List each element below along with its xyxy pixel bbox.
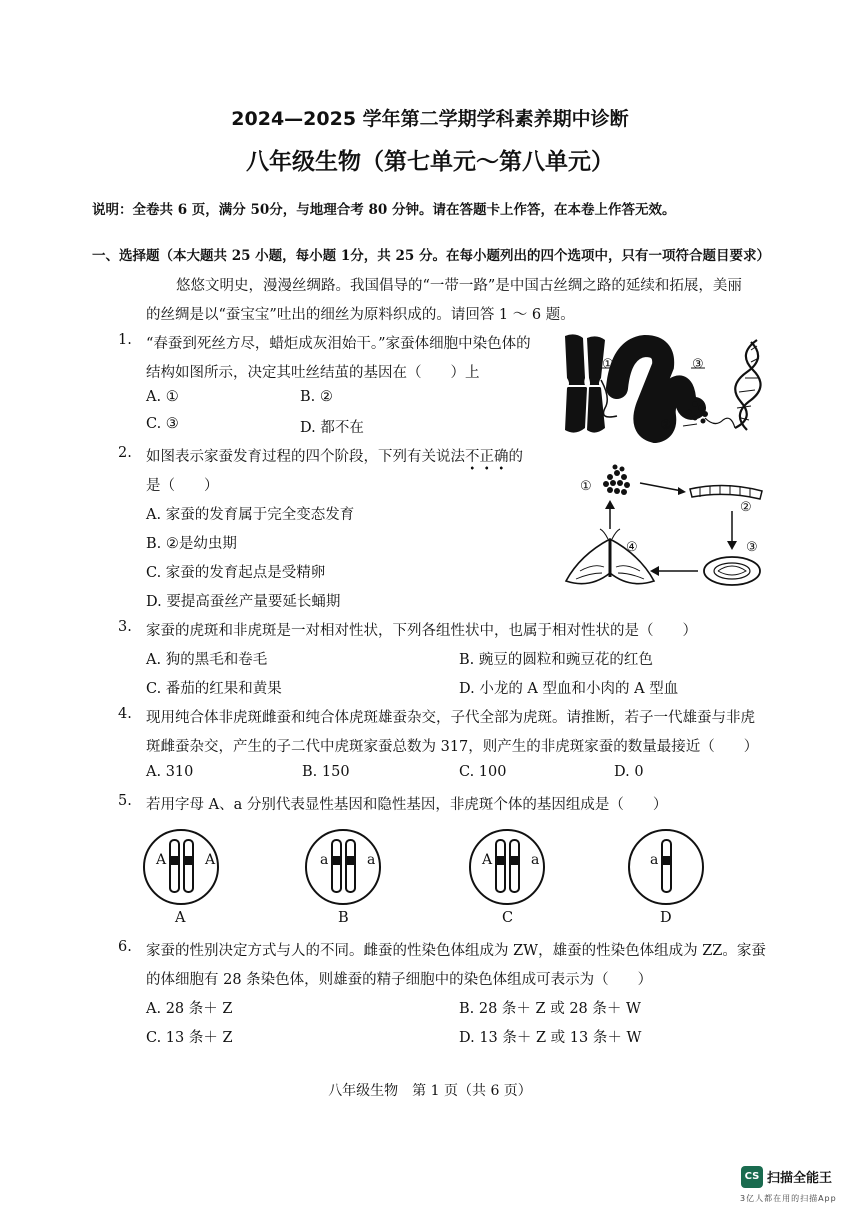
q6-stem-line-1: 家蚕的性别决定方式与人的不同。雌蚕的性染色体组成为 ZW，雄蚕的性染色体组成为 ZZ。家蚕 <box>146 943 766 959</box>
q2-option-a[interactable]: A. 家蚕的发育属于完全变态发育 <box>146 507 355 523</box>
q1-option-d[interactable]: D. 都不在 <box>300 420 364 436</box>
q2-stem-pre: 如图表示家蚕发育过程的四个阶段，下列有关说法 <box>146 449 465 465</box>
q3-option-d[interactable]: D. 小龙的 A 型血和小肉的 A 型血 <box>459 681 679 697</box>
fig1-label-2: ② <box>660 418 672 433</box>
camscanner-name: 扫描全能王 <box>767 1171 833 1186</box>
q2-option-c[interactable]: C. 家蚕的发育起点是受精卵 <box>146 565 326 581</box>
fig1-label-1: ① <box>602 357 614 372</box>
q2-stem-post: 的 <box>508 449 523 465</box>
fig2-label-1: ① <box>580 479 592 494</box>
q1-option-a[interactable]: A. ① <box>146 389 179 405</box>
q4-option-a[interactable]: A. 310 <box>146 764 194 780</box>
q6-option-b[interactable]: B. 28 条＋ Z 或 28 条＋ W <box>459 1001 641 1017</box>
q1-stem-line-1: “春蚕到死丝方尽，蜡炬成灰泪始干。”家蚕体细胞中染色体的 <box>146 336 531 352</box>
q3-number: 3. <box>118 619 132 635</box>
q2-option-d[interactable]: D. 要提高蚕丝产量要延长蛹期 <box>146 594 341 610</box>
q1-stem-line-2: 结构如图所示，决定其吐丝结茧的基因在（ ）上 <box>146 365 480 381</box>
q5-option-c[interactable]: C <box>502 910 514 926</box>
exam-title: 2024—2025 学年第二学期学科素养期中诊断 <box>231 108 629 130</box>
q2-number: 2. <box>118 445 132 461</box>
fig2-label-3: ③ <box>746 540 758 555</box>
q1-option-b[interactable]: B. ② <box>300 389 333 405</box>
fig1-label-3: ③ <box>692 357 704 372</box>
q3-option-a[interactable]: A. 狗的黑毛和卷毛 <box>146 652 268 668</box>
q6-stem-line-2: 的体细胞有 28 条染色体，则雄蚕的精子细胞中的染色体组成可表示为（ ） <box>146 972 653 988</box>
intro-line-1: 悠悠文明史，漫漫丝绸路。我国倡导的“一带一路”是中国古丝绸之路的延续和拓展，美丽 <box>176 278 742 294</box>
q1-option-c[interactable]: C. ③ <box>146 416 179 432</box>
intro-line-2: 的丝绸是以“蚕宝宝”吐出的细丝为原料织成的。请回答 1 ～ 6 题。 <box>146 307 575 323</box>
q6-option-c[interactable]: C. 13 条＋ Z <box>146 1030 233 1046</box>
q2-emphasis: 不正确 <box>465 449 509 471</box>
cell-a-left-allele: A <box>156 852 167 868</box>
q4-stem-line-1: 现用纯合体非虎斑雌蚕和纯合体虎斑雄蚕杂交，子代全部为虎斑。请推断，若子一代雄蚕与非虎 <box>146 710 755 726</box>
q5-option-b[interactable]: B <box>338 910 349 926</box>
silkworm-lifecycle-figure <box>560 455 780 595</box>
cell-d-left-allele: a <box>650 852 659 868</box>
camscanner-logo-icon: CS <box>741 1166 763 1188</box>
q4-option-c[interactable]: C. 100 <box>459 764 507 780</box>
q5-stem: 若用字母 A、a 分别代表显性基因和隐性基因，非虎斑个体的基因组成是（ ） <box>146 797 668 813</box>
q4-stem-line-2: 斑雌蚕杂交，产生的子二代中虎斑家蚕总数为 317，则产生的非虎斑家蚕的数量最接近（ ） <box>146 739 759 755</box>
page-footer: 八年级生物 第 1 页（共 6 页） <box>328 1083 532 1099</box>
camscanner-tagline: 3亿人都在用的扫描App <box>740 1194 837 1203</box>
cell-c-left-allele: A <box>482 852 493 868</box>
q5-number: 5. <box>118 793 132 809</box>
cell-d-diagram <box>626 827 706 907</box>
q1-number: 1. <box>118 332 132 348</box>
q6-number: 6. <box>118 939 132 955</box>
cell-c-right-allele: a <box>531 852 540 868</box>
q4-option-b[interactable]: B. 150 <box>302 764 350 780</box>
q4-option-d[interactable]: D. 0 <box>614 764 644 780</box>
cell-b-left-allele: a <box>320 852 329 868</box>
cell-b-right-allele: a <box>367 852 376 868</box>
q2-option-b[interactable]: B. ②是幼虫期 <box>146 536 237 552</box>
exam-instructions: 说明：全卷共 6 页，满分 50分，与地理合考 80 分钟。请在答题卡上作答，在本卷上作答无效。 <box>92 202 676 218</box>
exam-subtitle: 八年级生物（第七单元～第八单元） <box>246 148 614 175</box>
section-heading: 一、选择题（本大题共 25 小题，每小题 1分，共 25 分。在每小题列出的四个选项中，只有一项符合题目要求） <box>92 248 770 264</box>
cell-a-right-allele: A <box>205 852 216 868</box>
q3-option-b[interactable]: B. 豌豆的圆粒和豌豆花的红色 <box>459 652 653 668</box>
q2-stem-line-1 <box>146 445 523 466</box>
q3-option-c[interactable]: C. 番茄的红果和黄果 <box>146 681 282 697</box>
q3-stem: 家蚕的虎斑和非虎斑是一对相对性状，下列各组性状中，也属于相对性状的是（ ） <box>146 623 697 639</box>
q5-option-d[interactable]: D <box>660 910 672 926</box>
q6-option-d[interactable]: D. 13 条＋ Z 或 13 条＋ W <box>459 1030 642 1046</box>
q6-option-a[interactable]: A. 28 条＋ Z <box>146 1001 233 1017</box>
q5-option-a[interactable]: A <box>175 910 186 926</box>
q2-stem-line-2: 是（ ） <box>146 478 219 494</box>
fig2-label-4: ④ <box>626 540 638 555</box>
fig2-label-2: ② <box>740 500 752 515</box>
q4-number: 4. <box>118 706 132 722</box>
